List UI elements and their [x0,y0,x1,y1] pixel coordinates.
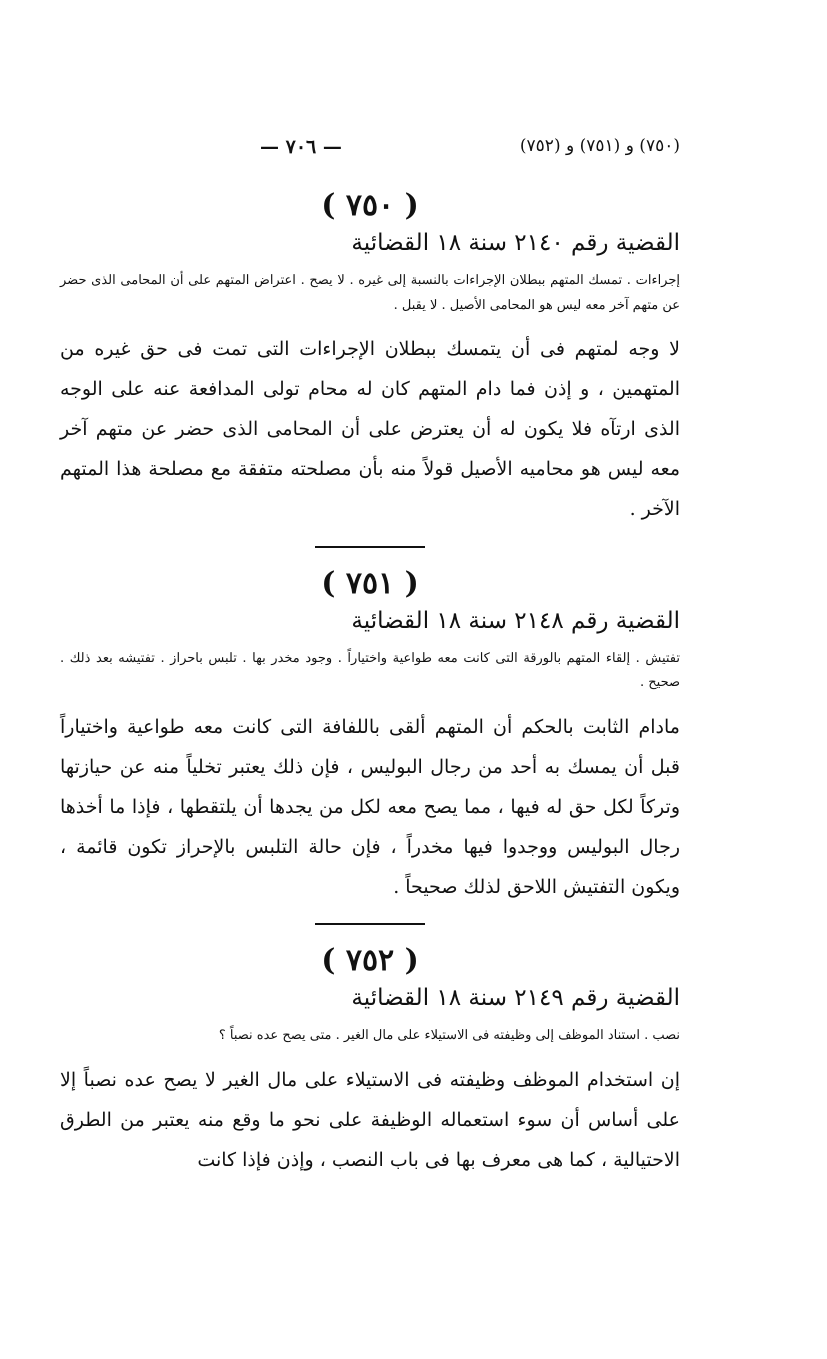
case-750 [60,188,680,548]
case-752 [60,943,680,1180]
case-number: ( ٧٥١ ) [321,565,419,601]
running-header [60,130,680,170]
case-body: لا وجه لمتهم فى أن يتمسك ببطلان الإجراءات التى تمت فى حق غيره من المتهمين ، و إذن فما دام المتهم كان له محام تولى المدافعة عنه على الوجه الذى ارتآه فلا يكون له أن يعترض على أن المحامى الذى حضر عن متهم آخر معه ليس هو محاميه الأصيل قولاً منه بأن مصلحته متفقة مع مصلحة هذا المتهم الآخر . [60,338,680,520]
case-number: ( ٧٥٢ ) [321,943,419,979]
case-title: القضية رقم ٢١٤٨ سنة ١٨ القضائية [351,607,680,634]
case-number: ( ٧٥٠ ) [321,188,419,223]
case-abstract: نصب . استناد الموظف إلى وظيفته فى الاستيلاء على مال الغير . متى يصح عده نصباً ؟ [218,1028,680,1044]
case-body: إن استخدام الموظف وظيفته فى الاستيلاء على مال الغير لا يصح عده نصباً إلا على أساس أن سوء استعماله الوظيفة على نحو ما وقع منه يعتبر من الطرق الاحتيالية ، كما هى معرف بها فى باب النصب ، وإذن فإذا كانت [60,1069,680,1171]
case-abstract: تفتيش . إلقاء المتهم بالورقة التى كانت معه طواعية واختياراً . وجود مخدر بها . تلبس باحراز . تفتيشه بعد ذلك . صحيح . [60,650,680,691]
case-body: مادام الثابت بالحكم أن المتهم ألقى باللفافة التى كانت معه طواعية واختياراً قبل أن يمسك به أحد من رجال البوليس ، فإن ذلك يعتبر تخلياً منه عن حيازتها وتركاً لكل حق له فيها ، مما يصح معه لكل من يجدها أن يلتقطها ، فإذا ما أخذها رجال البوليس ووجدوا فيها مخدراً ، فإن حالة التلبس بالإحراز تكون قائمة ، ويكون التفتيش اللاحق لذلك صحيحاً . [60,715,680,898]
section-divider [315,923,425,925]
case-751 [60,566,680,926]
page-number: — ٧٠٦ — [260,136,342,158]
section-divider [315,546,425,548]
case-title: القضية رقم ٢١٤٠ سنة ١٨ القضائية [351,230,680,256]
case-abstract: إجراءات . تمسك المتهم ببطلان الإجراءات بالنسبة إلى غيره . لا يصح . اعتراض المتهم على أن المحامى الذى حضر عن متهم آخر معه ليس هو المحامى الأصيل . لا يقبل . [60,272,680,313]
case-title: القضية رقم ٢١٤٩ سنة ١٨ القضائية [351,985,680,1012]
document-page [60,130,680,1330]
header-case-range: (٧٥٠) و (٧٥١) و (٧٥٢) [519,136,680,156]
